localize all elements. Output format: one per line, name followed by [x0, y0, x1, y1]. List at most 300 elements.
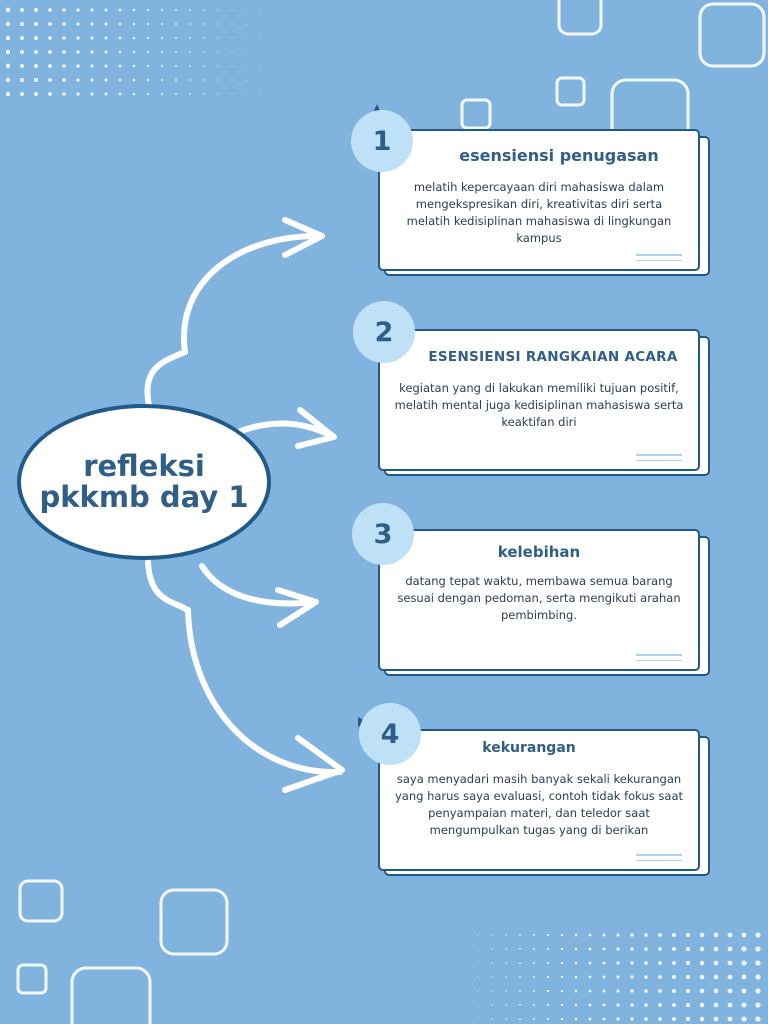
decor-dot — [105, 23, 108, 26]
decor-dot — [561, 948, 563, 950]
decor-dot — [714, 1017, 719, 1022]
decor-dot — [62, 8, 66, 12]
outline-square — [20, 881, 62, 921]
decor-dot — [105, 37, 108, 40]
decor-dot — [76, 64, 79, 67]
decor-dot — [686, 989, 690, 993]
decor-dot — [6, 22, 10, 26]
decor-dot — [616, 1003, 619, 1006]
decor-dot — [519, 934, 521, 936]
decor-dot — [700, 1003, 704, 1007]
decor-dot — [34, 92, 38, 96]
card-2-title: ESENSIENSI RANGKAIAN ACARA — [428, 349, 678, 365]
decor-dot — [6, 50, 10, 54]
decor-dot — [231, 23, 232, 24]
arrow-head-4 — [285, 738, 342, 790]
decor-dot — [90, 64, 93, 67]
decor-dot — [119, 9, 122, 12]
card-4-body: saya menyadari masih banyak sekali kekurangan yang harus saya evaluasi, contoh tidak fokus saat penyampaian materi, dan teledor saat mengumpulkan tugas yang di berikan — [394, 772, 684, 837]
decor-dot — [755, 960, 760, 965]
decor-dot — [260, 38, 261, 39]
arrow-head-2 — [298, 410, 334, 446]
decor-dot — [575, 948, 578, 951]
card-1-number-badge — [351, 110, 413, 172]
central-topic-oval — [17, 404, 271, 560]
decor-dot — [603, 934, 606, 937]
decor-dot — [672, 961, 676, 965]
decor-dot — [575, 1004, 578, 1007]
decor-dot — [505, 1018, 507, 1020]
decor-dot — [147, 93, 149, 95]
decor-dot — [90, 8, 93, 11]
decor-dot — [62, 50, 66, 54]
decor-dot — [575, 934, 578, 937]
decor-dot — [603, 1018, 606, 1021]
decor-dot — [491, 962, 492, 963]
decor-dot — [519, 990, 521, 992]
decor-dot — [644, 947, 648, 951]
decor-dot — [630, 1003, 633, 1006]
arrow-to-card-4 — [188, 610, 340, 772]
arrow-to-card-1 — [184, 236, 320, 352]
decor-dot — [630, 1017, 633, 1020]
decor-dot — [105, 93, 108, 96]
decor-dot — [161, 93, 163, 95]
outline-square — [557, 78, 584, 105]
decor-dot — [672, 1003, 676, 1007]
decor-dot — [519, 948, 521, 950]
decor-dot — [260, 66, 261, 67]
decor-dot — [741, 988, 746, 993]
decor-dot — [589, 990, 592, 993]
decor-dot — [217, 51, 218, 52]
decor-dot — [644, 989, 648, 993]
decor-dot — [90, 50, 93, 53]
decor-dot — [119, 51, 122, 54]
outline-square — [18, 965, 46, 993]
decor-dot — [189, 37, 191, 39]
decor-dot — [575, 976, 578, 979]
decor-dot — [658, 933, 662, 937]
decor-dot — [48, 36, 52, 40]
card-3-title: kelebihan — [497, 543, 581, 561]
decor-dot — [62, 22, 66, 26]
decor-dot — [147, 23, 149, 25]
arrow-head-1 — [285, 220, 322, 255]
decor-dot — [658, 947, 662, 951]
decor-dot — [161, 9, 163, 11]
decor-dot — [76, 22, 79, 25]
decor-dot — [700, 989, 704, 993]
decor-dot — [175, 9, 177, 11]
decor-dot — [105, 79, 108, 82]
decor-dot — [119, 65, 122, 68]
decor-dot — [161, 79, 163, 81]
decor-dot — [20, 50, 24, 54]
decor-dot — [672, 933, 676, 937]
card-2-accent-lines — [636, 454, 682, 461]
decor-dot — [491, 948, 492, 949]
decor-dot — [714, 975, 719, 980]
decor-dot — [260, 10, 261, 11]
decor-dot — [547, 1004, 549, 1006]
decor-dot — [34, 64, 38, 68]
decor-dot — [231, 93, 232, 94]
decor-dot — [728, 933, 733, 938]
dot-grid-top-left — [6, 8, 261, 96]
decor-dot — [20, 22, 24, 26]
decor-dot — [217, 23, 218, 24]
decor-dot — [658, 989, 662, 993]
decor-dot — [147, 65, 149, 67]
central-topic-title — [39, 451, 248, 513]
decor-dot — [561, 962, 563, 964]
card-1-accent-lines — [636, 254, 682, 261]
decor-dot — [217, 79, 218, 80]
decor-dot — [714, 933, 719, 938]
decor-dot — [616, 989, 619, 992]
decor-dot — [189, 23, 191, 25]
decor-dot — [700, 933, 704, 937]
decor-dot — [505, 948, 507, 950]
decor-dot — [175, 23, 177, 25]
decor-dot — [161, 23, 163, 25]
decor-dot — [119, 79, 122, 82]
decor-dot — [644, 975, 648, 979]
decor-dot — [616, 961, 619, 964]
decor-dot — [686, 1003, 690, 1007]
decor-dot — [561, 934, 563, 936]
decor-dot — [561, 1004, 563, 1006]
decor-dot — [728, 1017, 733, 1022]
decor-dot — [491, 1004, 492, 1005]
decor-dot — [6, 92, 10, 96]
decor-dot — [686, 961, 690, 965]
decor-dot — [20, 78, 24, 82]
decor-dot — [147, 9, 149, 11]
decor-dot — [603, 948, 606, 951]
decor-dot — [20, 36, 24, 40]
decor-dot — [630, 933, 633, 936]
decor-dot — [755, 946, 760, 951]
decor-dot — [133, 93, 136, 96]
decor-dot — [6, 8, 10, 12]
decor-dot — [616, 1017, 619, 1020]
decor-dot — [246, 80, 247, 81]
decor-dot — [672, 989, 676, 993]
decor-dot — [175, 51, 177, 53]
card-2-body: kegiatan yang di lakukan memiliki tujuan positif, melatih mental juga kedisiplinan mahasiswa serta keaktifan diri — [394, 381, 684, 429]
decor-dot — [133, 79, 136, 82]
decor-dot — [6, 64, 10, 68]
decor-dot — [34, 36, 38, 40]
decor-dot — [34, 78, 38, 82]
decor-dot — [6, 78, 10, 82]
decor-dot — [505, 1004, 507, 1006]
decor-dot — [533, 934, 535, 936]
decor-dot — [755, 988, 760, 993]
decor-dot — [34, 50, 38, 54]
decor-dot — [519, 962, 521, 964]
arrow-to-card-3 — [202, 566, 314, 603]
decor-dot — [161, 51, 163, 53]
decor-dot — [90, 22, 93, 25]
decor-dot — [147, 51, 149, 53]
decor-dot — [90, 36, 93, 39]
decor-dot — [246, 52, 247, 53]
decor-dot — [728, 989, 733, 994]
decor-dot — [260, 94, 261, 95]
card-2 — [378, 329, 700, 471]
decor-dot — [505, 934, 507, 936]
decor-dot — [519, 1018, 521, 1020]
card-3-number: 3 — [373, 518, 393, 550]
decor-dot — [231, 79, 232, 80]
outline-square — [161, 890, 227, 954]
decor-dot — [90, 78, 93, 81]
dot-grid-bottom-right — [477, 932, 760, 1021]
decor-dot — [246, 66, 247, 67]
decor-dot — [533, 976, 535, 978]
decor-dot — [217, 9, 218, 10]
decor-dot — [616, 975, 619, 978]
decor-dot — [519, 1004, 521, 1006]
decor-dot — [644, 933, 648, 937]
decor-dot — [672, 947, 676, 951]
decor-dot — [603, 1004, 606, 1007]
central-title-line-1: refleksi — [83, 449, 205, 483]
decor-dot — [630, 975, 633, 978]
decor-dot — [755, 1016, 760, 1021]
decor-dot — [20, 92, 24, 96]
decor-dot — [547, 934, 549, 936]
decor-dot — [246, 10, 247, 11]
decor-dot — [644, 1003, 648, 1007]
decor-dot — [561, 1018, 563, 1020]
decor-dot — [755, 974, 760, 979]
decor-dot — [575, 1018, 578, 1021]
decor-dot — [34, 8, 38, 12]
decor-dot — [700, 1017, 704, 1021]
decor-dot — [217, 65, 218, 66]
decor-dot — [561, 976, 563, 978]
decor-dot — [62, 92, 66, 96]
decor-dot — [603, 990, 606, 993]
decor-dot — [533, 1004, 535, 1006]
decor-dot — [48, 50, 52, 54]
arrow-head-3 — [278, 590, 316, 625]
decor-dot — [189, 9, 191, 11]
card-3-accent-lines — [636, 654, 682, 661]
decor-dot — [741, 960, 746, 965]
decor-dot — [133, 65, 136, 68]
card-4-title: kekurangan — [482, 740, 576, 756]
decor-dot — [48, 78, 52, 82]
decor-dot — [505, 990, 507, 992]
decor-dot — [589, 962, 592, 965]
decor-dot — [547, 990, 549, 992]
decor-dot — [728, 1003, 733, 1008]
decor-dot — [547, 1018, 549, 1020]
decor-dot — [589, 1018, 592, 1021]
decor-dot — [76, 36, 79, 39]
decor-dot — [714, 961, 719, 966]
decor-dot — [741, 946, 746, 951]
decor-dot — [575, 990, 578, 993]
card-4-accent-lines — [636, 854, 682, 861]
decor-dot — [260, 80, 261, 81]
decor-dot — [217, 93, 218, 94]
decor-dot — [491, 1018, 492, 1019]
decor-dot — [477, 1004, 478, 1005]
decor-dot — [686, 933, 690, 937]
decor-dot — [62, 64, 66, 68]
decor-dot — [491, 990, 492, 991]
decor-dot — [686, 947, 690, 951]
decor-dot — [133, 51, 136, 54]
card-2-number: 2 — [374, 316, 394, 348]
card-1-number: 1 — [372, 125, 392, 157]
decor-dot — [147, 79, 149, 81]
decor-dot — [105, 65, 108, 68]
card-3 — [378, 529, 700, 671]
decor-dot — [76, 78, 79, 81]
decor-dot — [48, 64, 52, 68]
decor-dot — [477, 962, 478, 963]
decor-dot — [217, 37, 218, 38]
outline-square — [700, 4, 764, 66]
decor-dot — [175, 65, 177, 67]
card-3-number-badge — [352, 503, 414, 565]
decor-dot — [133, 9, 136, 12]
card-1 — [378, 129, 700, 271]
central-title-line-2: pkkmb day 1 — [39, 480, 249, 514]
decor-dot — [658, 1003, 662, 1007]
decor-dot — [175, 93, 177, 95]
decor-dot — [48, 92, 52, 96]
decor-dot — [630, 947, 633, 950]
decor-dot — [133, 37, 136, 40]
decor-dot — [62, 36, 66, 40]
decor-dot — [644, 961, 648, 965]
decor-dot — [119, 23, 122, 26]
card-4-number-badge — [359, 703, 421, 765]
decor-dot — [203, 37, 204, 38]
decor-dot — [246, 24, 247, 25]
decor-dot — [231, 51, 232, 52]
decor-dot — [20, 8, 24, 12]
decor-dot — [755, 932, 760, 937]
decor-dot — [714, 989, 719, 994]
decor-dot — [728, 961, 733, 966]
decor-dot — [658, 1017, 662, 1021]
decor-dot — [728, 947, 733, 952]
decor-dot — [616, 933, 619, 936]
outline-square — [72, 968, 150, 1024]
decor-dot — [119, 93, 122, 96]
decor-dot — [533, 1018, 535, 1020]
decor-dot — [533, 990, 535, 992]
outline-square — [559, 0, 601, 34]
decor-dot — [505, 962, 507, 964]
decor-dot — [20, 64, 24, 68]
decor-dot — [119, 37, 122, 40]
decor-dot — [189, 79, 191, 81]
decor-dot — [175, 37, 177, 39]
decor-dot — [260, 52, 261, 53]
decor-dot — [246, 94, 247, 95]
decor-dot — [755, 1002, 760, 1007]
decor-dot — [547, 976, 549, 978]
decor-dot — [133, 23, 136, 26]
decor-dot — [700, 947, 704, 951]
card-4-number: 4 — [380, 718, 400, 750]
decor-dot — [686, 975, 690, 979]
decor-dot — [561, 990, 563, 992]
decor-dot — [105, 9, 108, 12]
decor-dot — [589, 948, 592, 951]
decor-dot — [686, 1017, 690, 1021]
decor-dot — [533, 962, 535, 964]
decor-dot — [728, 975, 733, 980]
decor-dot — [589, 934, 592, 937]
decor-dot — [231, 37, 232, 38]
decor-dot — [34, 22, 38, 26]
decor-dot — [246, 38, 247, 39]
decor-dot — [203, 79, 204, 80]
decor-dot — [203, 93, 204, 94]
decor-dot — [630, 961, 633, 964]
decor-dot — [90, 92, 93, 95]
decor-dot — [161, 37, 163, 39]
decor-dot — [700, 961, 704, 965]
decor-dot — [741, 974, 746, 979]
decor-dot — [6, 36, 10, 40]
decor-dot — [491, 976, 492, 977]
decor-dot — [630, 989, 633, 992]
decor-dot — [658, 961, 662, 965]
decor-dot — [48, 8, 52, 12]
decor-dot — [477, 990, 478, 991]
decor-dot — [203, 65, 204, 66]
decor-dot — [76, 50, 79, 53]
decor-dot — [203, 23, 204, 24]
connector-stem-bottom — [148, 562, 188, 610]
decor-dot — [741, 1016, 746, 1021]
decor-dot — [477, 934, 478, 935]
decor-dot — [477, 1018, 478, 1019]
decor-dot — [519, 976, 521, 978]
decor-dot — [547, 948, 549, 950]
decor-dot — [644, 1017, 648, 1021]
decor-dot — [231, 65, 232, 66]
connector-stem-top — [147, 352, 185, 410]
decor-dot — [491, 934, 492, 935]
decor-dot — [603, 976, 606, 979]
card-3-body: datang tepat waktu, membawa semua barang sesuai dengan pedoman, serta mengikuti arahan pembimbing. — [397, 574, 681, 622]
decor-dot — [189, 93, 191, 95]
decor-dot — [672, 1017, 676, 1021]
decor-dot — [260, 24, 261, 25]
decor-dot — [603, 962, 606, 965]
decor-dot — [189, 51, 191, 53]
decor-dot — [547, 962, 549, 964]
decor-dot — [175, 79, 177, 81]
decor-dot — [231, 9, 232, 10]
decor-dot — [672, 975, 676, 979]
decor-dot — [505, 976, 507, 978]
decor-dot — [76, 92, 79, 95]
